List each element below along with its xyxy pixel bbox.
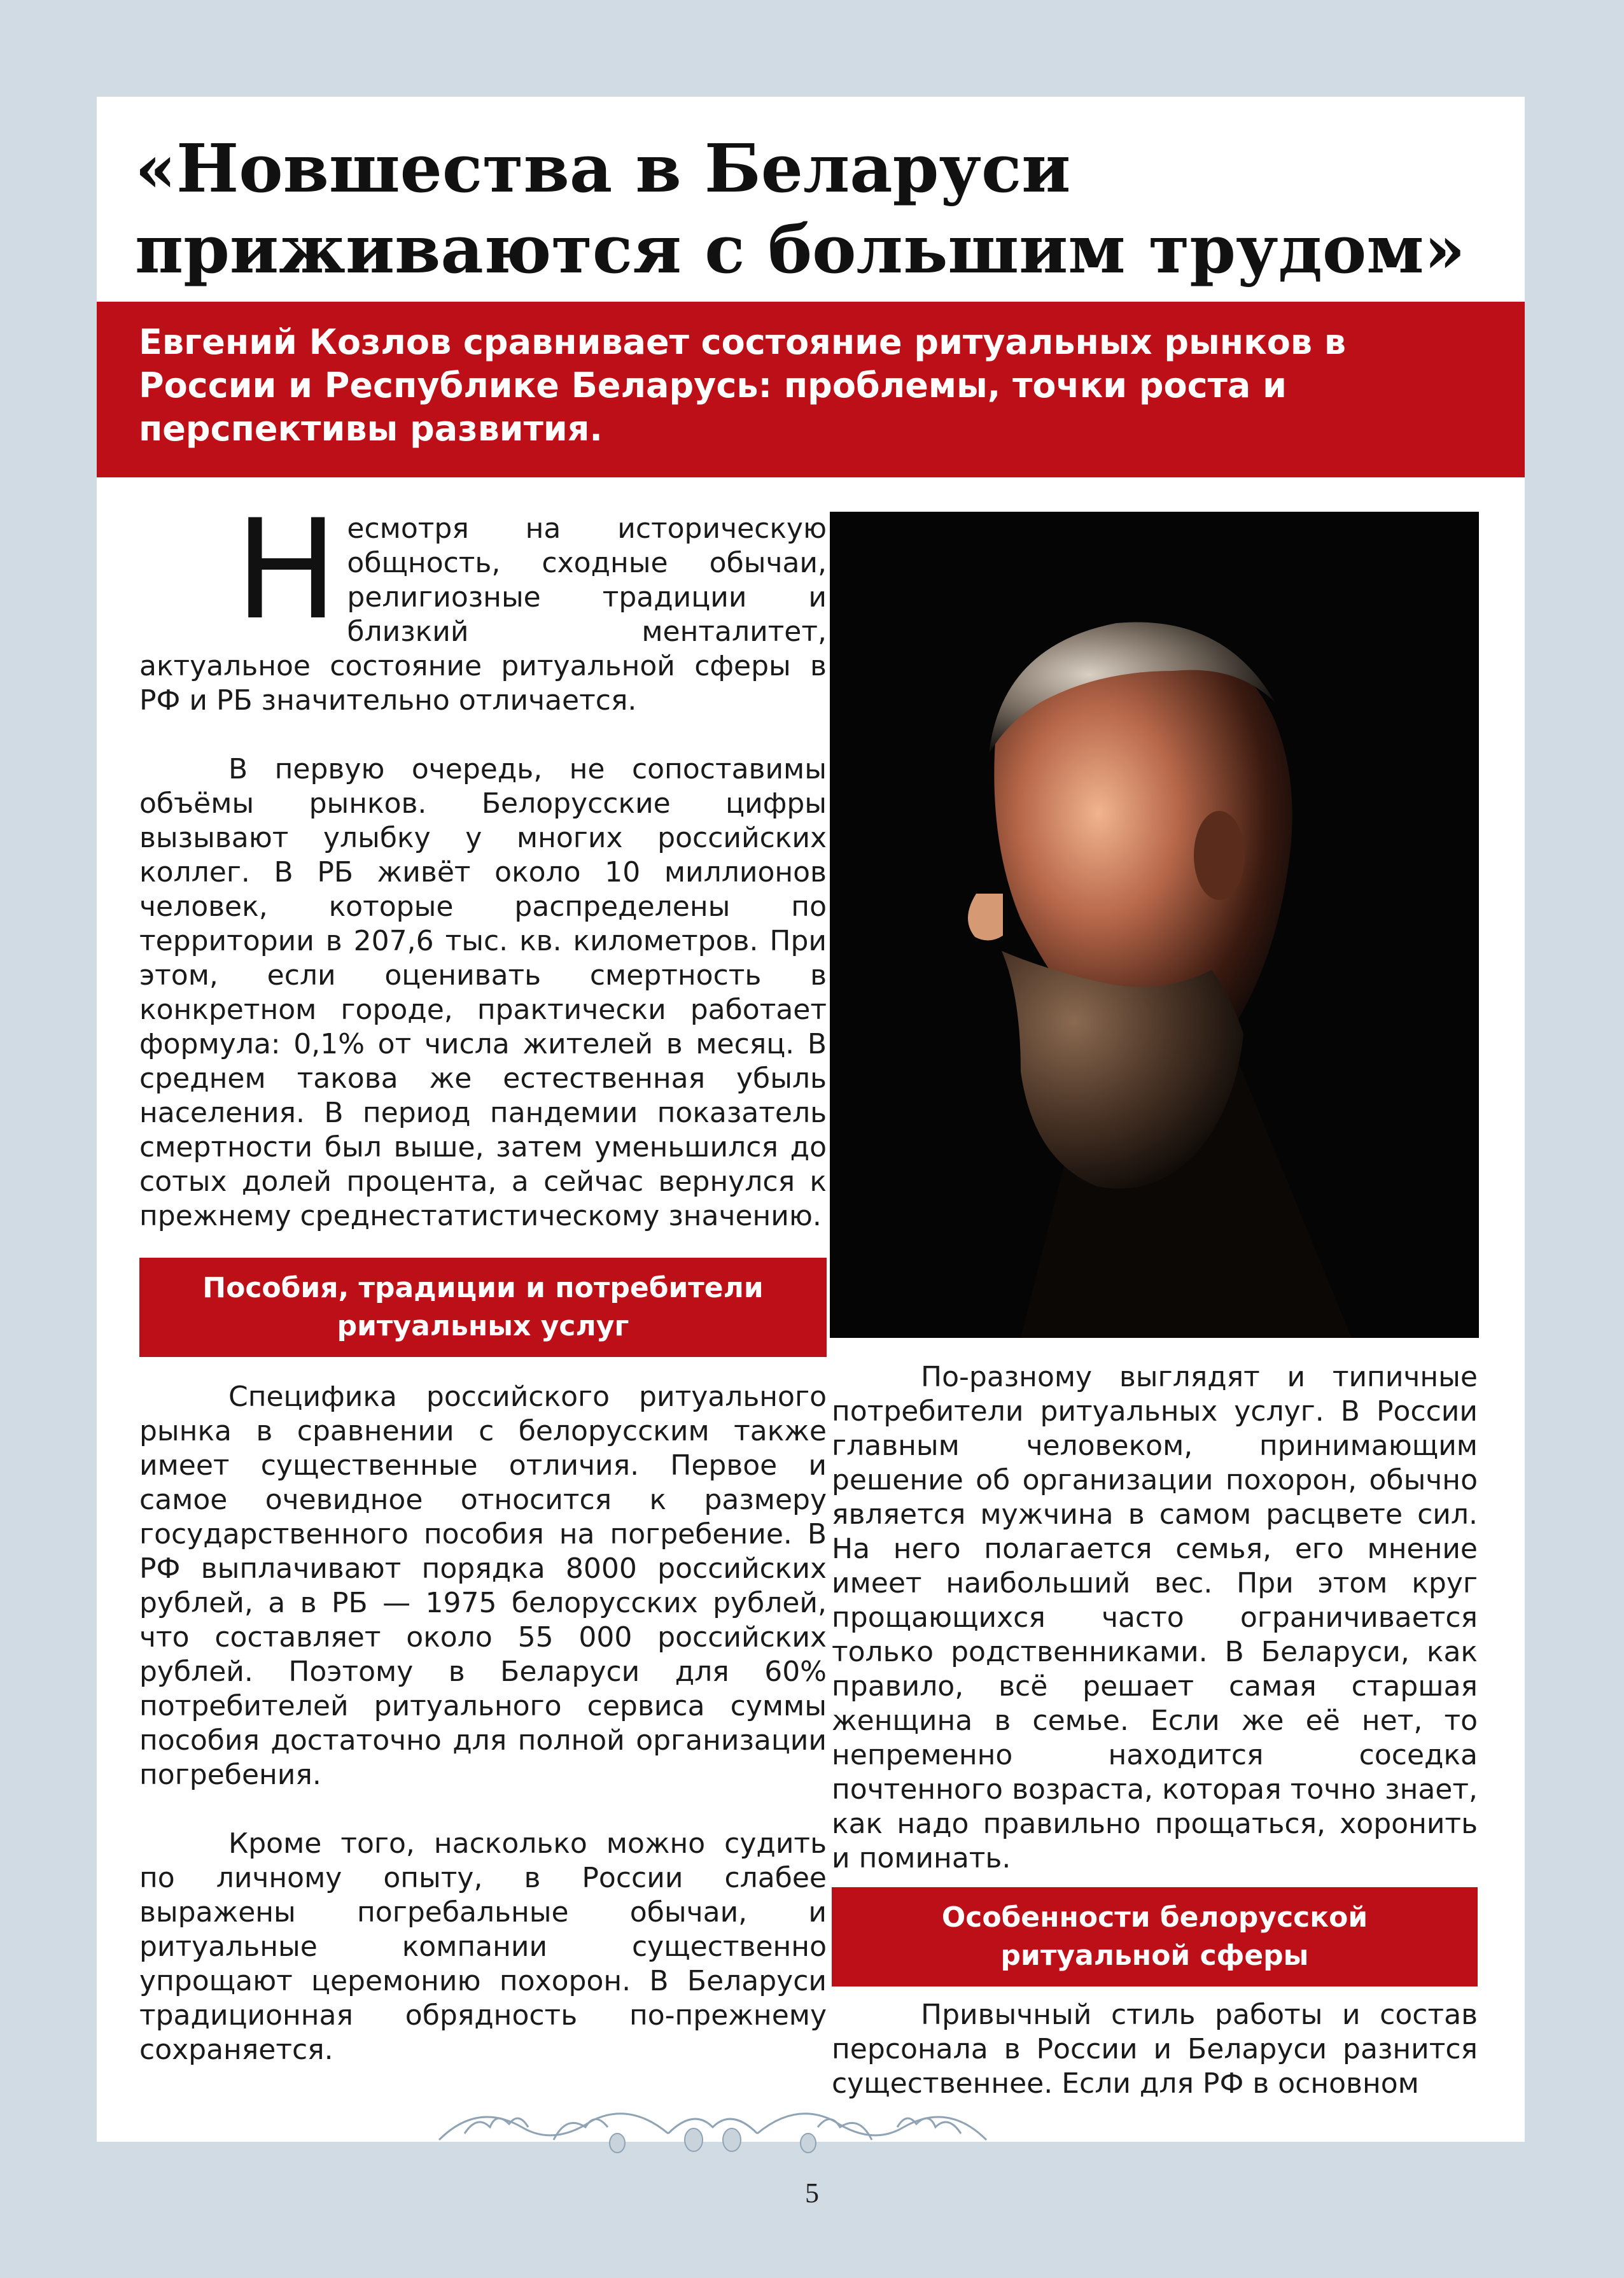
subheading-belarus: Особенности белорусской ритуальной сферы — [832, 1887, 1478, 1986]
right-column — [832, 1360, 1478, 2101]
paragraph-consumers: По-разному выглядят и типичные потребители ритуальных услуг. В России главным человеком, принимающим решение об организации похорон, обычно является мужчина в самом расцвете сил. На него полагается семья, его мнение имеет наибольший вес. При этом круг прощающихся часто ограничивается только родственниками. В Беларуси, как правило, всё решает самая старшая женщина в семье. Если же её нет, то непременно находится соседка почтенного возраста, которая точно знает, как надо правильно прощаться, хоронить и поминать. — [832, 1361, 1478, 1874]
paragraph-market-volume: В первую очередь, не сопоставимы объёмы рынков. Белорусские цифры вызывают улыбку у многих российских коллег. В РБ живёт около 10 миллионов человек, которые распределены по территории в 207,6 тыс. кв. километров. При этом, если оценивать смертность в конкретном городе, практически работает формула: 0,1% от числа жителей в месяц. В среднем такова же естественная убыль населения. В период пандемии показатель смертности был выше, затем уменьшился до сотых долей процента, а сейчас вернулся к прежнему среднестатистическому значению. — [139, 753, 827, 1232]
left-column — [139, 490, 827, 2067]
article-title: «Новшества в Беларуси приживаются с большим трудом» — [135, 129, 1466, 288]
portrait-photo — [830, 512, 1479, 1338]
paragraph-customs: Кроме того, насколько можно судить по личному опыту, в России слабее выражены погребальные обычаи, и ритуальные компании существенно упрощают церемонию похорон. В Беларуси традиционная обрядность по-прежнему сохраняется. — [139, 1827, 827, 2066]
intro-text: есмотря на историческую общность, сходные обычаи, религиозные традиции и близкий менталитет, актуальное состояние ритуальной сферы в РФ и РБ значительно отличается. — [139, 512, 827, 717]
paragraph-staff: Привычный стиль работы и состав персонала в России и Беларуси разнится существеннее. Если для РФ в основном — [832, 1999, 1478, 2100]
subheading-benefits: Пособия, традиции и потребители ритуальных услуг — [139, 1258, 827, 1357]
lead-text: Евгений Козлов сравнивает состояние ритуальных рынков в России и Республике Беларусь: проблемы, точки роста и перспективы развития. — [139, 322, 1347, 449]
intro-paragraph — [139, 490, 827, 718]
drop-cap: Н — [235, 490, 339, 650]
page-number: 5 — [805, 2177, 819, 2209]
oak-leaf-ornament — [426, 2089, 999, 2159]
magazine-page — [97, 97, 1525, 2142]
paragraph-benefit-size: Специфика российского ритуального рынка в сравнении с белорусским также имеет существенные отличия. Первое и самое очевидное относится к размеру государственного пособия на погребение. В РФ выплачивают порядка 8000 российских рублей, а в РБ — 1975 белорусских рублей, что составляет около 55 000 российских рублей. Поэтому в Беларуси для 60% потребителей ритуального сервиса суммы пособия достаточно для полной организации погребения. — [139, 1381, 827, 1791]
lead-banner — [97, 302, 1525, 477]
portrait-illustration — [830, 512, 1479, 1338]
